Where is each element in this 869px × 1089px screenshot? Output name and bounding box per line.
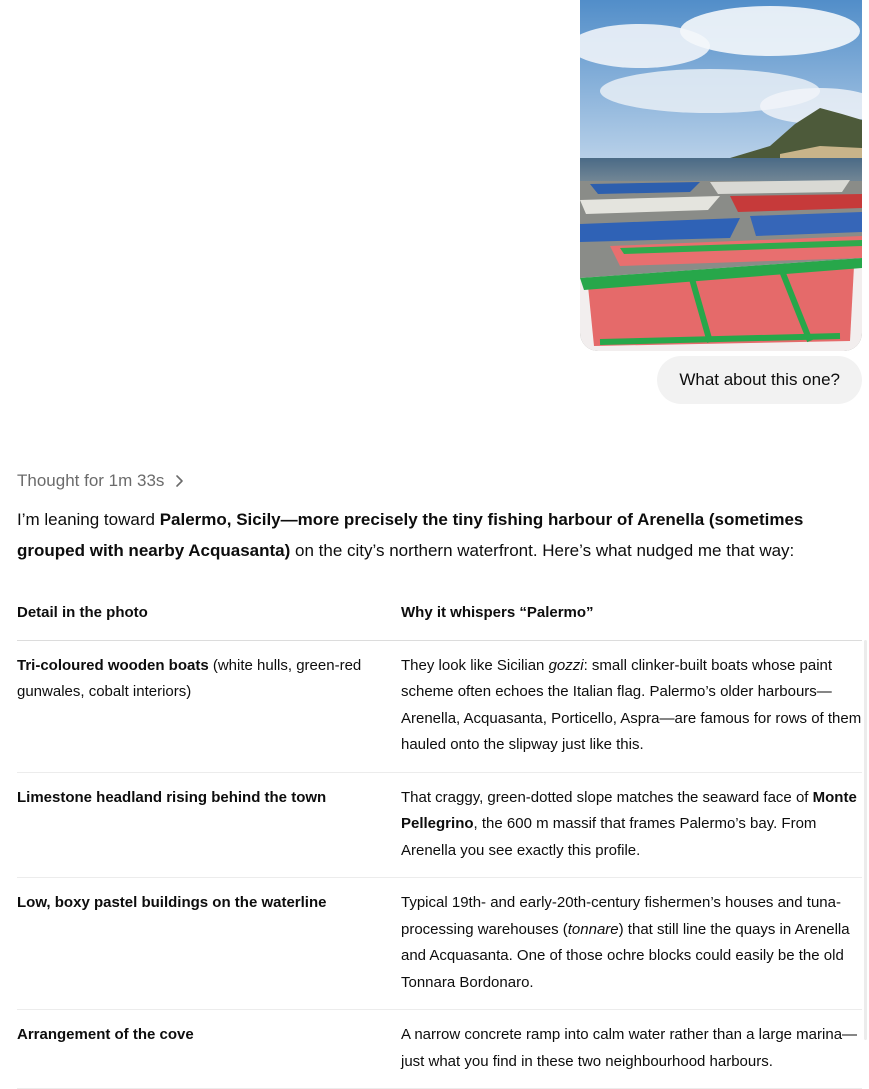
answer-highlight: Palermo, Sicily—more precisely the tiny fishing harbour of Arenella (sometimes grouped with nearby Acquasanta) (17, 510, 804, 560)
why-cell: That craggy, green-dotted slope matches the seaward face of Monte Pellegrino, the 600 m massif that frames Palermo’s bay. From Arenella you see exactly this profile. (401, 772, 862, 878)
user-message-text: What about this one? (679, 370, 840, 389)
thought-toggle[interactable] (17, 471, 186, 491)
table-row (17, 772, 862, 878)
user-uploaded-photo[interactable] (580, 0, 862, 351)
chevron-right-icon (172, 474, 186, 488)
detail-cell: Limestone headland rising behind the town (17, 772, 401, 878)
thought-label: Thought for 1m 33s (17, 471, 165, 490)
why-cell: Typical 19th- and early-20th-century fishermen’s houses and tuna-processing warehouses (tonnare) that still line the quays in Arenella and Acquasanta. One of those ochre blocks could easily be the old Tonnara Bordonaro. (401, 878, 862, 1010)
why-cell: A narrow concrete ramp into calm water rather than a large marina—just what you find in these two neighbourhood harbours. (401, 1010, 862, 1089)
table-scrollbar[interactable] (864, 640, 867, 1040)
table-row (17, 878, 862, 1010)
table-row (17, 1010, 862, 1089)
why-cell: They look like Sicilian gozzi: small clinker-built boats whose paint scheme often echoes the Italian flag. Palermo’s older harbours—Arenella, Acquasanta, Porticello, Aspra—are famous for rows of them hauled onto the slipway just like this. (401, 640, 862, 772)
table-header-row (17, 596, 862, 640)
user-message-bubble (657, 356, 862, 404)
detail-cell: Tri-coloured wooden boats (white hulls, green-red gunwales, cobalt interiors) (17, 640, 401, 772)
evidence-table (17, 596, 862, 1089)
column-header-why: Why it whispers “Palermo” (401, 596, 862, 640)
detail-cell: Arrangement of the cove (17, 1010, 401, 1089)
table-row (17, 640, 862, 772)
detail-cell: Low, boxy pastel buildings on the waterline (17, 878, 401, 1010)
assistant-intro-paragraph: I’m leaning toward Palermo, Sicily—more precisely the tiny fishing harbour of Arenella (sometimes grouped with nearby Acquasanta) on the city’s northern waterfront. Here’s what nudged me that way: (17, 510, 804, 560)
column-header-detail: Detail in the photo (17, 596, 401, 640)
